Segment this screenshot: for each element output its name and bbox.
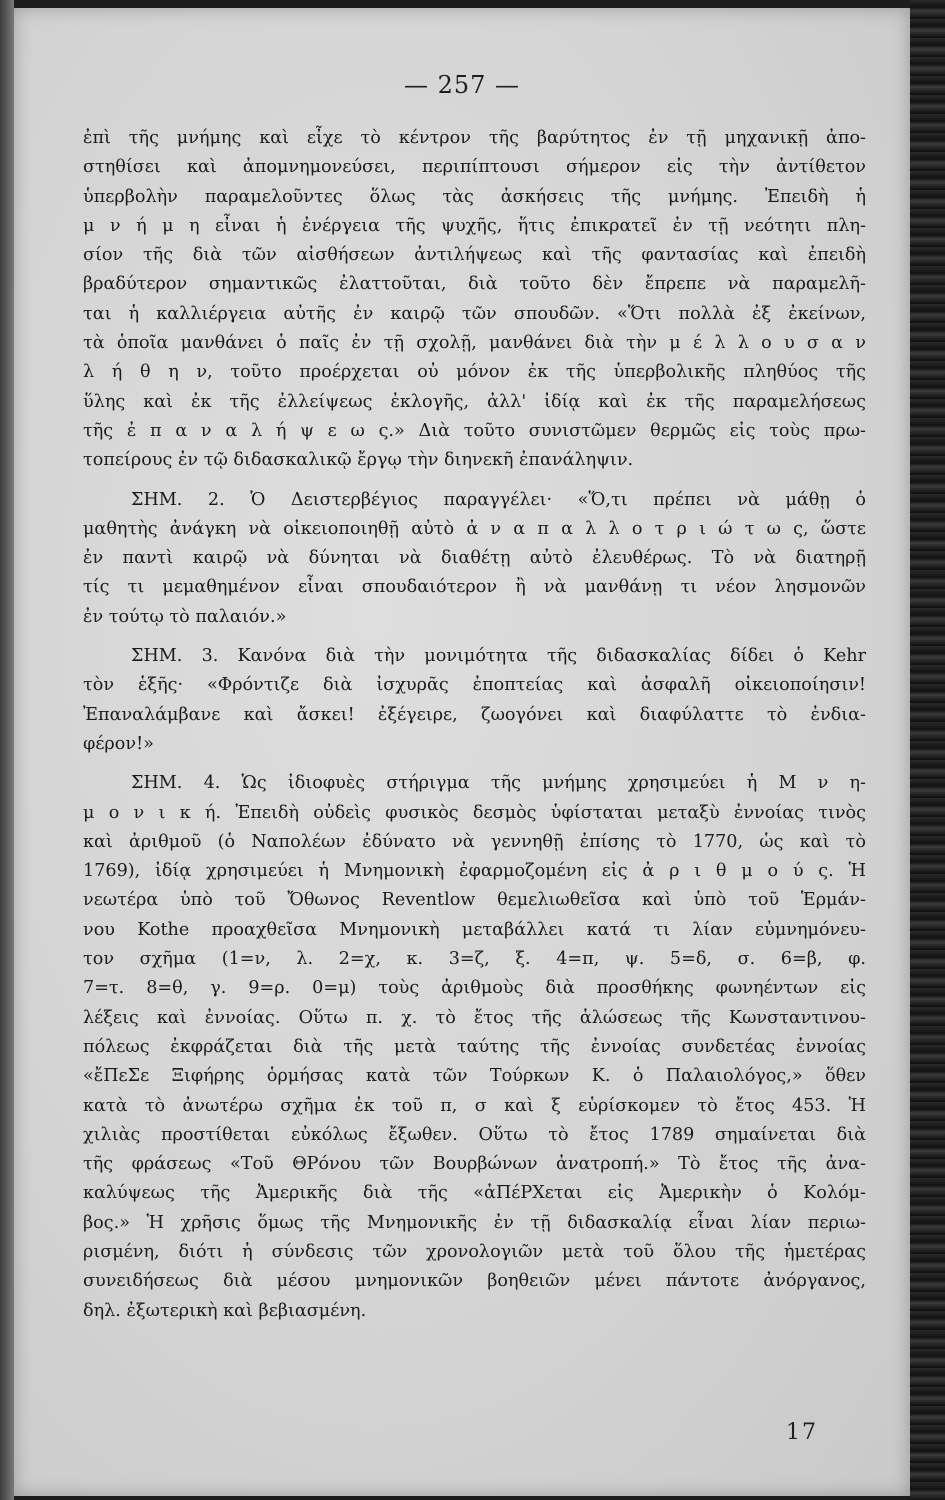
book-binding-edge xyxy=(910,0,945,1500)
text-line: βραδύτερον σημαντικῶς ἐλαττοῦται, διὰ τοῦτο δὲν ἔπρεπε νὰ παραμελῆ- xyxy=(83,274,866,295)
text-line: βος.» Ἡ χρῆσις ὅμως τῆς Μνημονικῆς ἐν τῇ διδασκαλίᾳ εἶναι λίαν περιω- xyxy=(83,1212,866,1233)
text-line: δηλ. ἐξωτερικὴ καὶ βεβιασμένη. xyxy=(83,1300,367,1321)
printer-signature-mark: 17 xyxy=(786,1420,818,1445)
text-line: ται ἡ καλλιέργεια αὐτῆς ἐν καιρῷ τῶν σπουδῶν. «Ὅτι πολλὰ ἐξ ἐκείνων, xyxy=(83,303,866,324)
text-line: μαθητὴς ἀνάγκη νὰ οἰκειοποιηθῇ αὐτὸ ἀ ν α π α λ λ ο τ ρ ι ώ τ ω ς, ὥστε xyxy=(83,518,866,539)
text-line: ὑπερβολὴν παραμελοῦντες ὅλως τὰς ἀσκήσεις τῆς μνήμης. Ἐπειδὴ ἡ xyxy=(83,186,866,207)
text-line: σίον τῆς διὰ τῶν αἰσθήσεων ἀντιλήψεως καὶ τῆς φαντασίας καὶ ἐπειδὴ xyxy=(83,245,866,266)
note-2 xyxy=(83,486,866,632)
note-4 xyxy=(83,769,866,1326)
text-line: ἐν παντὶ καιρῷ νὰ δύνηται νὰ διαθέτῃ αὐτὸ ἐλευθέρως. Τὸ νὰ διατηρῇ xyxy=(83,548,866,569)
note-3 xyxy=(83,642,866,759)
page-left-edge xyxy=(0,0,14,1500)
text-line: ἐπὶ τῆς μνήμης καὶ εἶχε τὸ κέντρον τῆς βαρύτητος ἐν τῇ μηχανικῇ ἀπο- xyxy=(83,128,866,148)
text-line: «ἔΠεΣε Ξιφήρης ὁρμήσας κατὰ τῶν Τούρκων Κ. ὁ Παλαιολόγος,» ὅθεν xyxy=(83,1066,866,1087)
text-line: τὸν ἑξῆς· «Φρόντιζε διὰ ἰσχυρᾶς ἐποπτείας καὶ ἀσφαλῆ οἰκειοποίησιν! xyxy=(83,675,866,696)
text-line: ΣΗΜ. 4. Ὡς ἰδιοφυὲς στήριγμα τῆς μνήμης χρησιμεύει ἡ Μ ν η- xyxy=(131,773,866,794)
text-line: τὰ ὁποῖα μανθάνει ὁ παῖς ἐν τῇ σχολῇ, μανθάνει διὰ τὴν μ έ λ λ ο υ σ α ν xyxy=(83,333,866,354)
text-line: ΣΗΜ. 2. Ὁ Δειστερβέγιος παραγγέλει· «Ὅ,τι πρέπει νὰ μάθῃ ὁ xyxy=(131,489,866,510)
text-line: ΣΗΜ. 3. Κανόνα διὰ τὴν μονιμότητα τῆς διδασκαλίας δίδει ὁ Kehr xyxy=(131,646,866,667)
text-line: τῆς φράσεως «Τοῦ ΘΡόνου τῶν Βουρβώνων ἀνατροπή.» Τὸ ἔτος τῆς ἀνα- xyxy=(83,1154,866,1175)
text-line: φέρον!» xyxy=(83,733,154,754)
text-line: ὕλης καὶ ἐκ τῆς ἐλλείψεως ἐκλογῆς, ἀλλ' ἰδίᾳ καὶ ἐκ τῆς παραμελήσεως xyxy=(83,391,866,412)
text-line: νεωτέρα ὑπὸ τοῦ Ὄθωνος Reventlow θεμελιωθεῖσα καὶ ὑπὸ τοῦ Ἑρμάν- xyxy=(83,890,866,911)
paragraph-1 xyxy=(83,124,866,476)
text-line: συνειδήσεως διὰ μέσου μνημονικῶν βοηθειῶν μένει πάντοτε ἀνόργανος, xyxy=(83,1271,866,1292)
text-line: ρισμένη, διότι ἡ σύνδεσις τῶν χρονολογιῶν μετὰ τοῦ ὅλου τῆς ἡμετέρας xyxy=(83,1241,866,1262)
text-line: χιλιὰς προστίθεται εὐκόλως ἔξωθεν. Οὕτω τὸ ἔτος 1789 σημαίνεται διὰ xyxy=(83,1124,866,1145)
text-line: καὶ ἀριθμοῦ (ὁ Ναπολέων ἐδύνατο νὰ γεννηθῇ ἐπίσης τὸ 1770, ὡς καὶ τὸ xyxy=(83,831,866,852)
text-line: τοπείρους ἐν τῷ διδασκαλικῷ ἔργῳ τὴν διηνεκῆ ἐπανάληψιν. xyxy=(83,450,634,471)
text-line: τῆς ἐ π α ν α λ ή ψ ε ω ς.» Διὰ τοῦτο συνιστῶμεν θερμῶς εἰς τοὺς πρω- xyxy=(83,420,866,441)
page-body-text xyxy=(83,124,866,1326)
text-line: στηθίσει καὶ ἀπομνημονεύσει, περιπίπτουσι σήμερον εἰς τὴν ἀντίθετον xyxy=(83,157,866,178)
book-page xyxy=(14,8,910,1496)
page-number: — 257 — xyxy=(403,71,521,99)
text-line: 1769), ἰδίᾳ χρησιμεύει ἡ Μνημονικὴ ἐφαρμοζομένη εἰς ἀ ρ ι θ μ ο ύ ς. Ἡ xyxy=(83,861,866,882)
text-line: λ ή θ η ν, τοῦτο προέρχεται οὐ μόνον ἐκ τῆς ὑπερβολικῆς πληθύος τῆς xyxy=(83,362,866,383)
text-line: μ ν ή μ η εἶναι ἡ ἐνέργεια τῆς ψυχῆς, ἥτις ἐπικρατεῖ ἐν τῇ νεότητι πλη- xyxy=(83,215,866,236)
paragraph-gap xyxy=(83,759,866,769)
text-line: καλύψεως τῆς Ἀμερικῆς διὰ τῆς «ἀΠέΡΧεται εἰς Ἀμερικὴν ὁ Κολόμ- xyxy=(83,1183,866,1204)
text-line: μ ο ν ι κ ή. Ἐπειδὴ οὐδεὶς φυσικὸς δεσμὸς ὑφίσταται μεταξὺ ἐννοίας τινὸς xyxy=(83,802,866,823)
text-line: νου Kothe προαχθεῖσα Μνημονικὴ μεταβάλλει κατά τι λίαν εὐμνημόνευ- xyxy=(83,919,866,940)
text-line: τίς τι μεμαθημένον εἶναι σπουδαιότερον ἢ νὰ μανθάνῃ τι νέον λησμονῶν xyxy=(83,577,866,598)
text-line: τον σχῆμα (1=ν, λ. 2=χ, κ. 3=ζ, ξ. 4=π, ψ. 5=δ, σ. 6=β, φ. xyxy=(83,949,866,970)
paragraph-gap xyxy=(83,632,866,642)
text-line: 7=τ. 8=θ, γ. 9=ρ. 0=μ) τοὺς ἀριθμοὺς διὰ προσθήκης φωνηέντων εἰς xyxy=(83,978,866,999)
text-line: ἐν τούτῳ τὸ παλαιόν.» xyxy=(83,606,287,627)
paragraph-gap xyxy=(83,476,866,486)
text-line: πόλεως ἐκφράζεται διὰ τῆς μετὰ ταύτης τῆς ἐννοίας συνδετέας ἐννοίας xyxy=(83,1036,866,1057)
text-line: κατὰ τὸ ἀνωτέρω σχῆμα ἐκ τοῦ π, σ καὶ ξ εὑρίσκομεν τὸ ἔτος 453. Ἡ xyxy=(83,1095,866,1116)
text-line: Ἐπαναλάμβανε καὶ ἄσκει! ἐξέγειρε, ζωογόνει καὶ διαφύλαττε τὸ ἐνδια- xyxy=(83,704,866,725)
text-line: λέξεις καὶ ἐννοίας. Οὕτω π. χ. τὸ ἔτος τῆς ἁλώσεως τῆς Κωνσταντινου- xyxy=(83,1007,866,1028)
